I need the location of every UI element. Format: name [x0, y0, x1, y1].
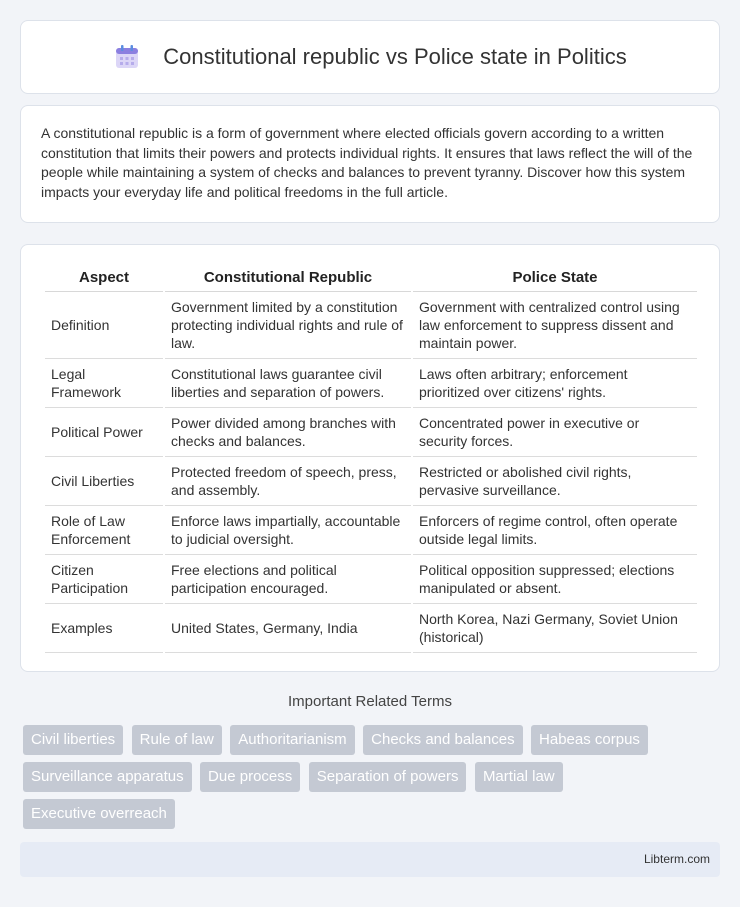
table-cell-police-state: North Korea, Nazi Germany, Soviet Union (historical): [413, 604, 697, 653]
column-header-constitutional-republic: Constitutional Republic: [165, 263, 411, 292]
intro-text: A constitutional republic is a form of government where elected officials govern according to a written constitution that limits their powers and protects individual rights. It ensures that laws reflect the will of the people while maintaining a system of checks and balances to prevent tyranny. Discover how this system impacts your everyday life and political freedoms in the full article.: [41, 125, 693, 200]
table-cell-aspect: Civil Liberties: [45, 457, 163, 506]
table-cell-aspect: Examples: [45, 604, 163, 653]
table-header-row: [45, 263, 697, 292]
table-row: [45, 604, 697, 653]
table-cell-police-state: Government with centralized control using law enforcement to suppress dissent and maintain power.: [413, 292, 697, 359]
related-terms-list: [23, 725, 723, 836]
footer: [20, 842, 720, 877]
term-tag[interactable]: Martial law: [475, 762, 563, 792]
table-cell-republic: Power divided among branches with checks and balances.: [165, 408, 411, 457]
term-tag[interactable]: Habeas corpus: [531, 725, 648, 755]
table-row: [45, 555, 697, 604]
table-cell-police-state: Political opposition suppressed; elections manipulated or absent.: [413, 555, 697, 604]
table-cell-police-state: Restricted or abolished civil rights, pervasive surveillance.: [413, 457, 697, 506]
table-row: [45, 292, 697, 359]
table-cell-police-state: Concentrated power in executive or security forces.: [413, 408, 697, 457]
table-cell-aspect: Citizen Participation: [45, 555, 163, 604]
term-tag[interactable]: Surveillance apparatus: [23, 762, 192, 792]
table-cell-republic: Constitutional laws guarantee civil liberties and separation of powers.: [165, 359, 411, 408]
term-tag[interactable]: Separation of powers: [309, 762, 467, 792]
term-tag[interactable]: Executive overreach: [23, 799, 175, 829]
column-header-police-state: Police State: [413, 263, 697, 292]
table-row: [45, 408, 697, 457]
table-cell-republic: Protected freedom of speech, press, and assembly.: [165, 457, 411, 506]
table-cell-republic: Government limited by a constitution protecting individual rights and rule of law.: [165, 292, 411, 359]
table-cell-police-state: Laws often arbitrary; enforcement prioritized over citizens' rights.: [413, 359, 697, 408]
table-row: [45, 359, 697, 408]
term-tag[interactable]: Authoritarianism: [230, 725, 354, 755]
term-tag[interactable]: Civil liberties: [23, 725, 123, 755]
related-terms-title: Important Related Terms: [288, 693, 452, 710]
table-cell-aspect: Political Power: [45, 408, 163, 457]
table-cell-aspect: Legal Framework: [45, 359, 163, 408]
term-tag[interactable]: Checks and balances: [363, 725, 522, 755]
term-tag[interactable]: Rule of law: [132, 725, 222, 755]
table-cell-republic: Enforce laws impartially, accountable to judicial oversight.: [165, 506, 411, 555]
intro-card: [20, 105, 720, 223]
table-row: [45, 457, 697, 506]
table-cell-republic: United States, Germany, India: [165, 604, 411, 653]
comparison-table-card: [20, 244, 720, 672]
table-cell-aspect: Definition: [45, 292, 163, 359]
term-tag[interactable]: Due process: [200, 762, 300, 792]
page-title: Constitutional republic vs Police state in Politics: [163, 44, 627, 69]
title-card: [20, 20, 720, 94]
comparison-table: [43, 263, 699, 653]
footer-brand-link[interactable]: Libterm.com: [643, 852, 710, 866]
table-cell-republic: Free elections and political participation encouraged.: [165, 555, 411, 604]
table-cell-aspect: Role of Law Enforcement: [45, 506, 163, 555]
table-cell-police-state: Enforcers of regime control, often operate outside legal limits.: [413, 506, 697, 555]
column-header-aspect: Aspect: [45, 263, 163, 292]
calendar-icon: [113, 43, 141, 71]
table-row: [45, 506, 697, 555]
